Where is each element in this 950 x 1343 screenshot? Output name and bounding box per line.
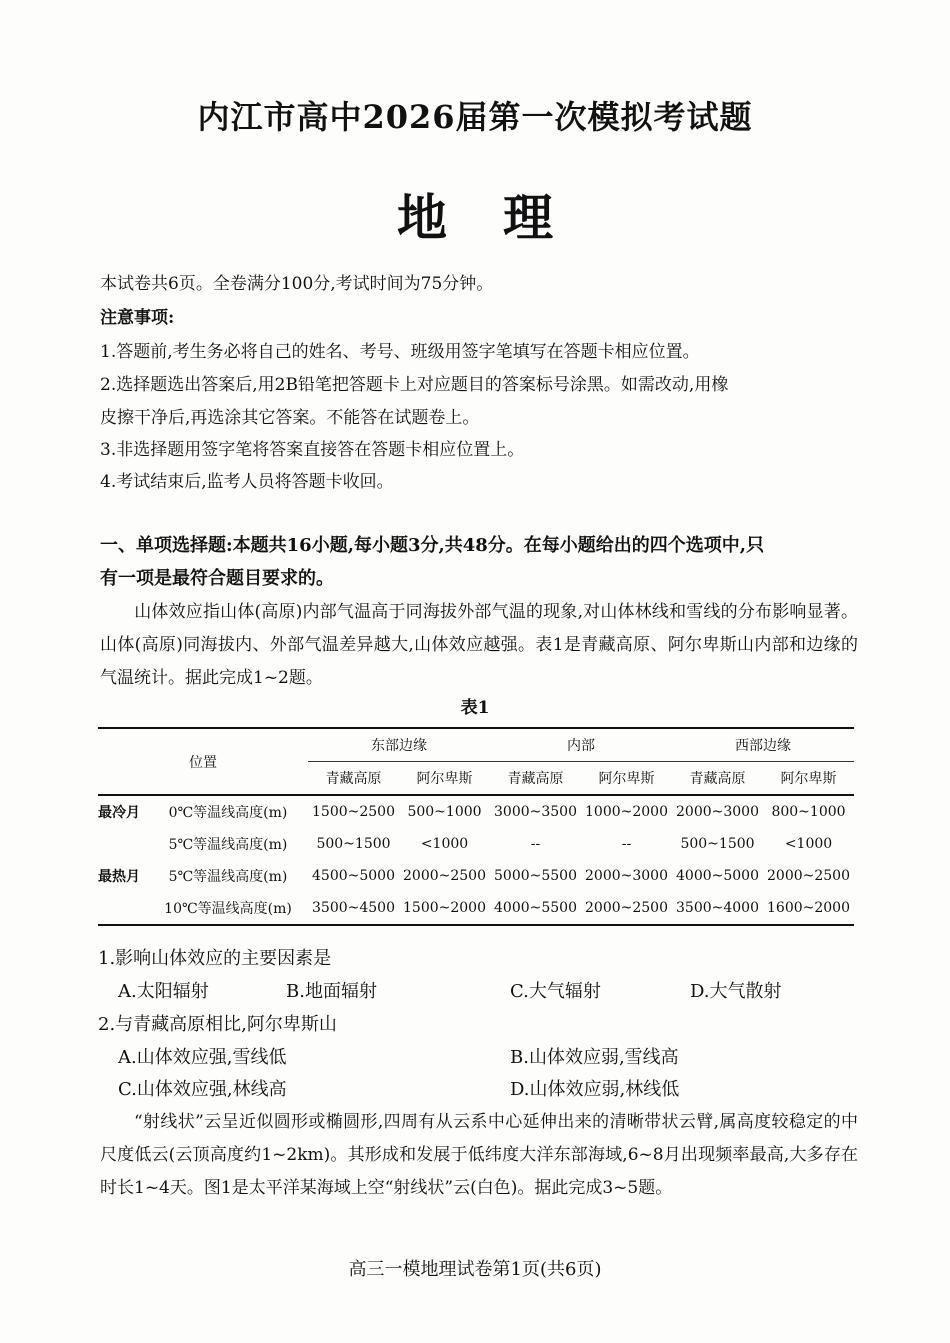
section-heading-cont: 有一项是最符合题目要求的。: [100, 568, 334, 589]
notice-heading: 注意事项:: [100, 308, 175, 328]
q2-option-b[interactable]: B.山体效应弱,雪线高: [510, 1047, 679, 1068]
cell: 4000~5000: [676, 868, 759, 884]
cell: 3000~3500: [494, 804, 577, 820]
passage-radial-cloud: [100, 1106, 858, 1205]
cell: 3500~4000: [676, 900, 759, 916]
cell: 1600~2000: [767, 900, 850, 916]
subject-title: 地理: [397, 188, 609, 247]
exam-info: 本试卷共6页。全卷满分100分,考试时间为75分钟。: [100, 274, 494, 294]
cell: 2000~2500: [403, 868, 486, 884]
sub-header: 阿尔卑斯: [780, 771, 837, 787]
cell: 1500~2500: [312, 804, 395, 820]
cell: <1000: [784, 836, 833, 852]
page-footer: 高三一模地理试卷第1页(共6页): [348, 1259, 602, 1280]
q2-option-d[interactable]: D.山体效应弱,林线低: [510, 1079, 680, 1100]
cell: 500~1500: [316, 836, 391, 852]
season-label: [98, 892, 148, 925]
notice-item: 1.答题前,考生务必将自己的姓名、考号、班级用签字笔填写在答题卡相应位置。: [100, 342, 700, 362]
cell: 2000~2500: [767, 868, 850, 884]
q2-option-c[interactable]: C.山体效应强,林线高: [118, 1079, 287, 1100]
q1-option-b[interactable]: B.地面辐射: [286, 981, 377, 1002]
sub-header: 青藏高原: [507, 771, 564, 787]
passage-text: 山体效应指山体(高原)内部气温高于同海拔外部气温的现象,对山体林线和雪线的分布影响显著。山体(高原)同海拔内、外部气温差异越大,山体效应越强。表1是青藏高原、阿尔卑斯山内部和边缘的气温统计。据此完成1~2题。: [100, 602, 858, 688]
sub-header: 阿尔卑斯: [416, 771, 473, 787]
q1-option-a[interactable]: A.太阳辐射: [118, 981, 209, 1002]
cell: 500~1500: [680, 836, 755, 852]
table-caption: 表1: [460, 698, 490, 718]
section-heading: 一、单项选择题:本题共16小题,每小题3分,共48分。在每小题给出的四个选项中,只: [100, 535, 765, 556]
cell: 1000~2000: [585, 804, 668, 820]
table-row: [98, 860, 854, 892]
season-label: 最冷月: [98, 805, 140, 821]
row-label: 0℃等温线高度(m): [168, 805, 288, 821]
cell: 5000~5500: [494, 868, 577, 884]
q2-option-a[interactable]: A.山体效应强,雪线低: [118, 1047, 287, 1068]
group-header: 西部边缘: [672, 728, 854, 762]
group-header: 东部边缘: [308, 728, 490, 762]
cell: 2000~3000: [585, 868, 668, 884]
q1-option-c[interactable]: C.大气辐射: [510, 981, 601, 1002]
notice-item: 2.选择题选出答案后,用2B铅笔把答题卡上对应题目的答案标号涂黑。如需改动,用橡: [100, 375, 729, 395]
sub-header: 阿尔卑斯: [598, 771, 655, 787]
q1-option-d[interactable]: D.大气散射: [690, 981, 782, 1002]
notice-item: 3.非选择题用签字笔将答案直接答在答题卡相应位置上。: [100, 440, 525, 460]
cell: 3500~4500: [312, 900, 395, 916]
cell: 500~1000: [407, 804, 482, 820]
table-row: [98, 828, 854, 860]
question-2-stem: 2.与青藏高原相比,阿尔卑斯山: [98, 1014, 337, 1035]
cell: 800~1000: [771, 804, 846, 820]
passage2-text: “射线状”云呈近似圆形或椭圆形,四周有从云系中心延伸出来的清晰带状云臂,属高度较稳定的中尺度低云(云顶高度约1~2km)。其形成和发展于低纬度大洋东部海域,6~8月出现频率最高,大多存在时长1~4天。图1是太平洋某海域上空“射线状”云(白色)。据此完成3~5题。: [100, 1112, 858, 1198]
season-label: [98, 828, 148, 860]
row-label: 5℃等温线高度(m): [168, 837, 288, 853]
cell: 4500~5000: [312, 868, 395, 884]
temperature-table: [98, 727, 854, 926]
table-row: [98, 892, 854, 925]
row-label: 5℃等温线高度(m): [168, 869, 288, 885]
cell: --: [621, 836, 632, 852]
row-label: 10℃等温线高度(m): [164, 901, 292, 917]
exam-title: 内江市高中2026届第一次模拟考试题: [197, 98, 753, 136]
question-1-stem: 1.影响山体效应的主要因素是: [98, 948, 332, 969]
cell: --: [530, 836, 541, 852]
notice-item: 4.考试结束后,监考人员将答题卡收回。: [100, 472, 394, 492]
notice-item: 皮擦干净后,再选涂其它答案。不能答在试题卷上。: [100, 408, 480, 428]
cell: 2000~2500: [585, 900, 668, 916]
sub-header: 青藏高原: [689, 771, 746, 787]
passage-mountain-effect: [100, 596, 858, 695]
cell: <1000: [420, 836, 469, 852]
cell: 1500~2000: [403, 900, 486, 916]
position-header: 位置: [98, 728, 308, 795]
season-label: 最热月: [98, 869, 140, 885]
cell: 4000~5500: [494, 900, 577, 916]
cell: 2000~3000: [676, 804, 759, 820]
table-row: [98, 795, 854, 828]
sub-header: 青藏高原: [325, 771, 382, 787]
group-header: 内部: [490, 728, 672, 762]
